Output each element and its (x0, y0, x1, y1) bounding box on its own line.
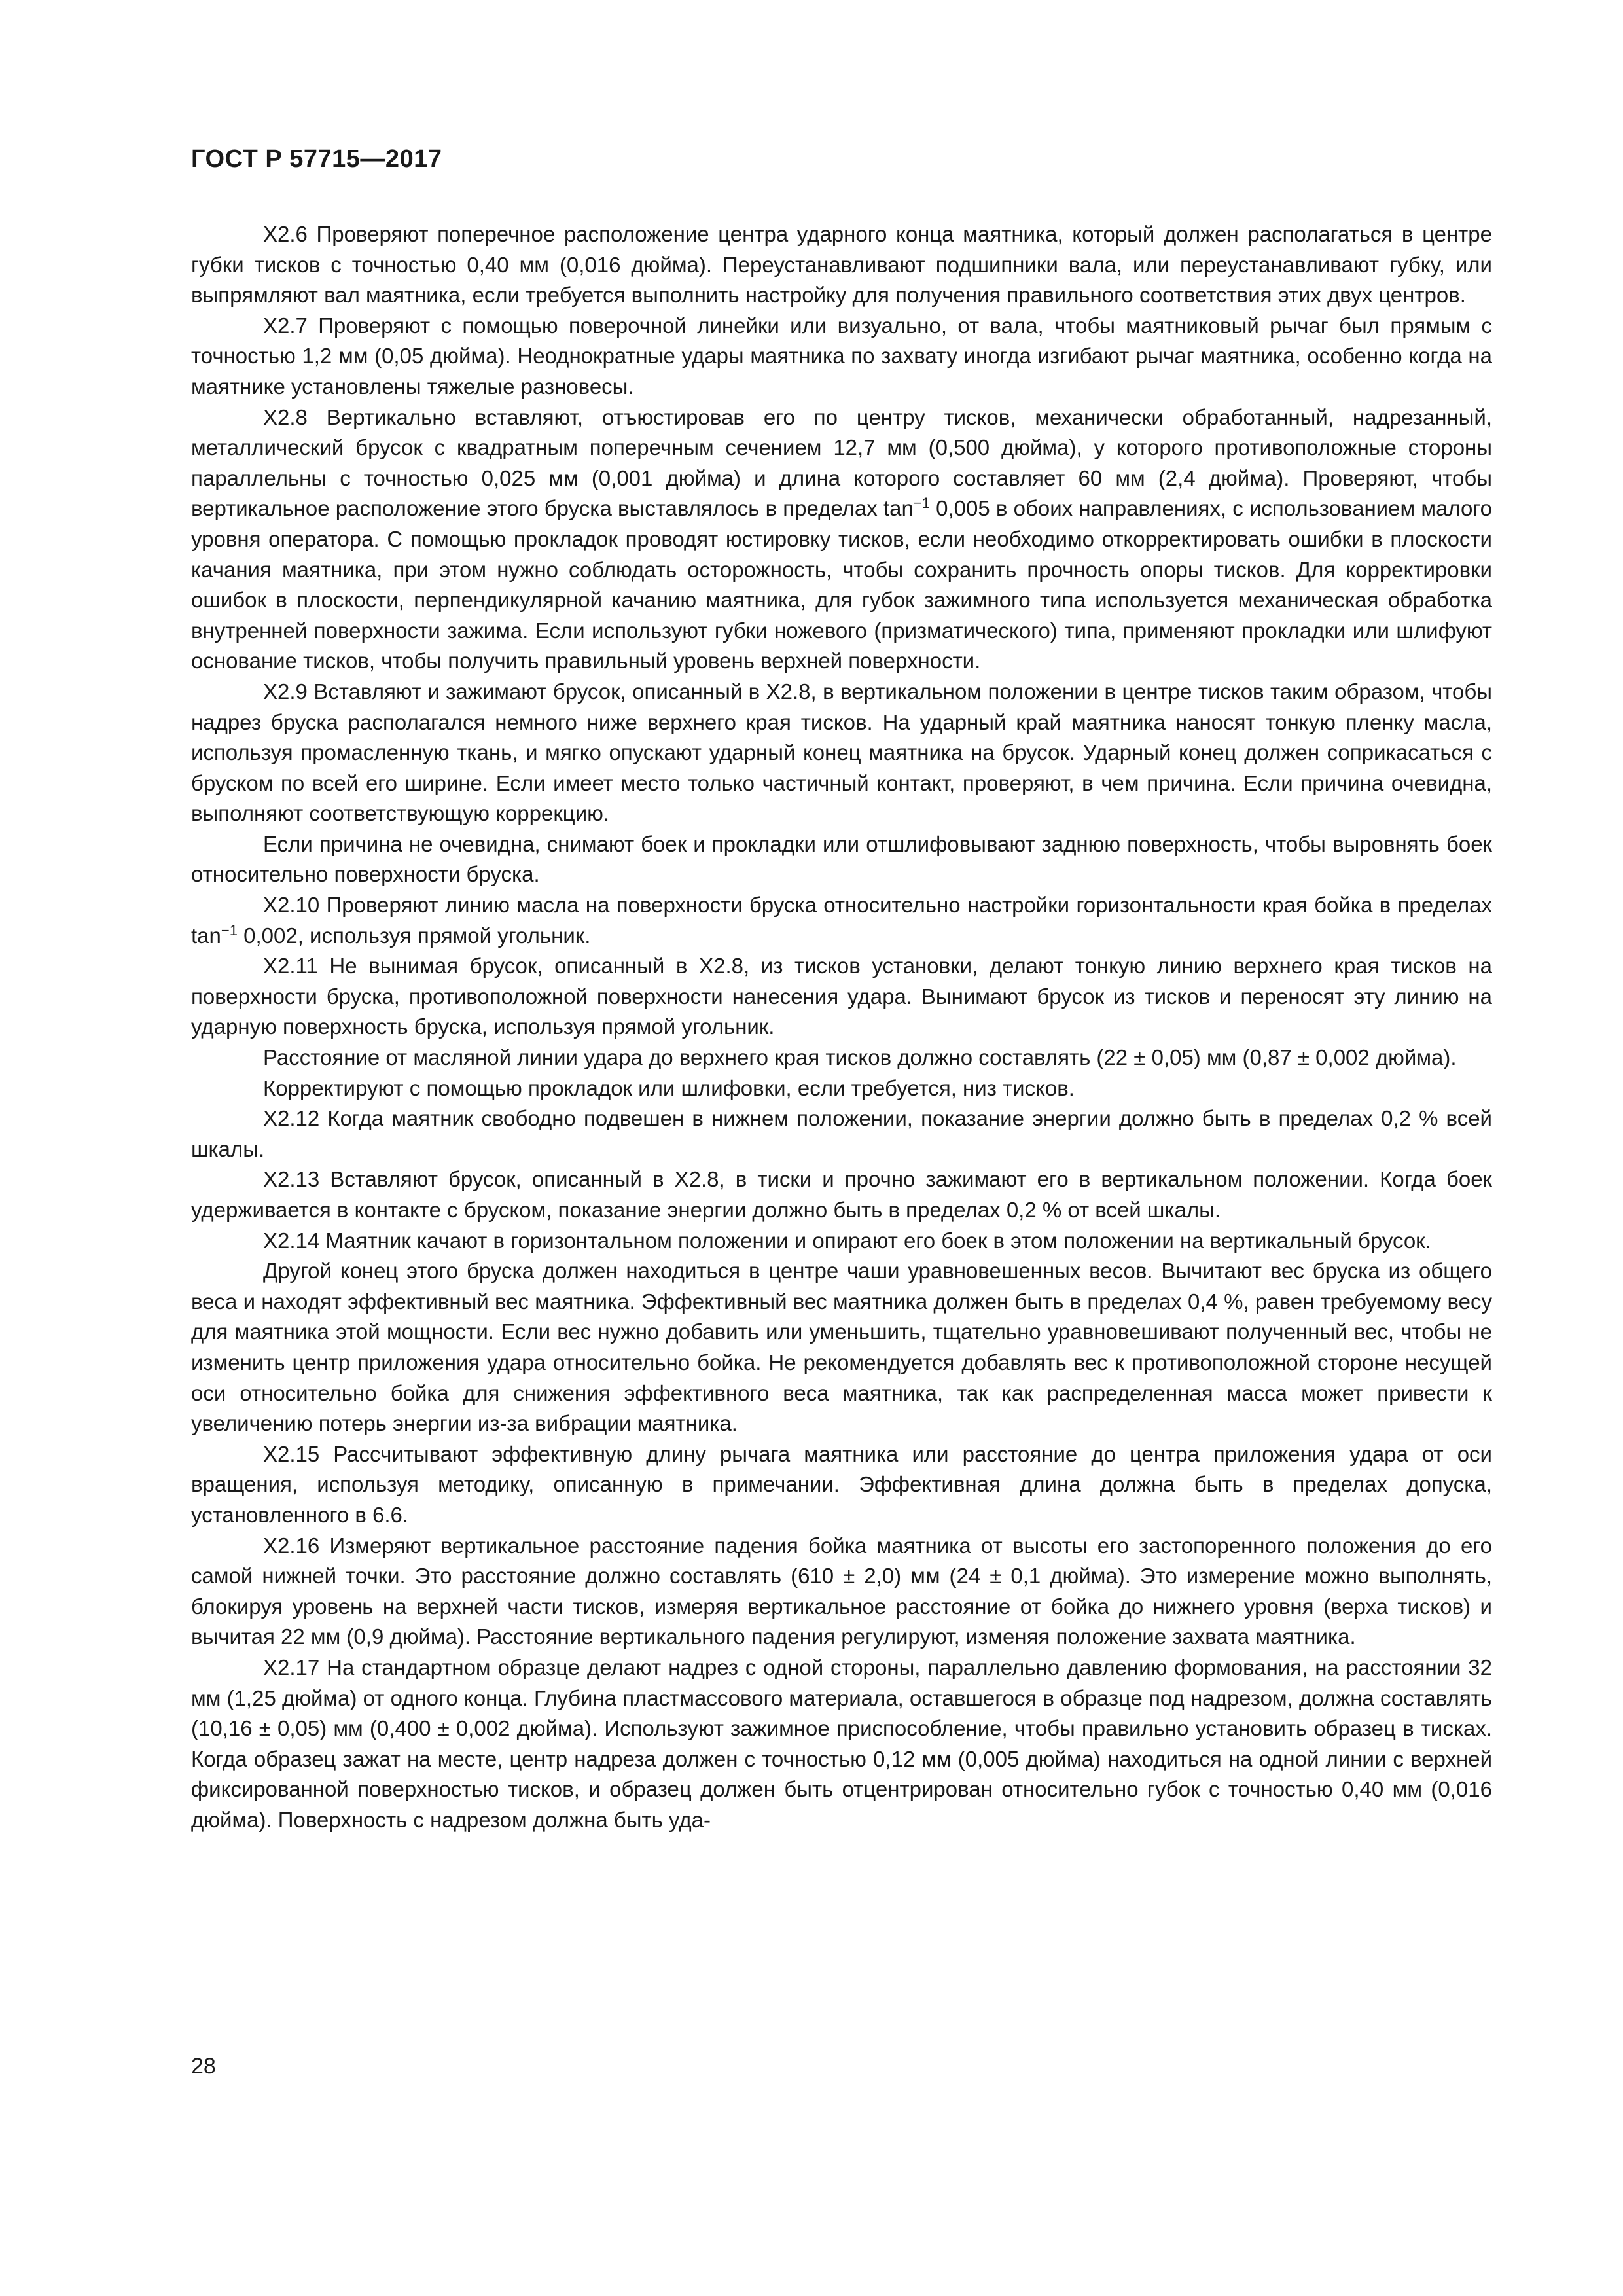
paragraph-x2-10-part1: Х2.10 Проверяют линию масла на поверхности бруска относительно настройки горизонтальности края бойка в пределах tan (191, 893, 1492, 948)
page-number: 28 (191, 2054, 216, 2079)
paragraph-x2-16: Х2.16 Измеряют вертикальное расстояние падения бойка маятника от высоты его застопоренного положения до его самой нижней точки. Это расстояние должно составлять (610 ± 2,0) мм (24 ± 0,1 дюйма). Это измерение можно выполнять, блокируя уровень на верхней части тисков, измеряя вертикальное расстояние от бойка до нижнего уровня (верха тисков) и вычитая 22 мм (0,9 дюйма). Расстояние вертикального падения регулируют, изменяя положение захвата маятника. (191, 1533, 1492, 1649)
paragraph-x2-9: Х2.9 Вставляют и зажимают брусок, описанный в Х2.8, в вертикальном положении в центре тисков таким образом, чтобы надрез бруска располагался немного ниже верхнего края тисков. На ударный край маятника наносят тонкую пленку масла, используя промасленную ткань, и мягко опускают ударный конец маятника на брусок. Ударный конец должен соприкасаться с бруском по всей его ширине. Если имеет место только частичный контакт, проверяют, в чем причина. Если причина очевидна, выполняют соответствующую коррекцию. (191, 679, 1492, 826)
paragraph-x2-8-part2: 0,005 в обоих направлениях, с использованием малого уровня оператора. С помощью прокладок проводят юстировку тисков, если необходимо откорректировать ошибки в плоскости качания маятника, при этом нужно соблюдать осторожность, чтобы сохранить прочность опоры тисков. Для корректировки ошибок в плоскости, перпендикулярной качанию маятника, для губок зажимного типа используется механическая обработка внутренней поверхности зажима. Если используют губки ножевого (призматического) типа, применяют прокладки или шлифуют основание тисков, чтобы получить правильный уровень верхней поверхности. (191, 496, 1493, 673)
standard-header: ГОСТ Р 57715—2017 (191, 145, 442, 173)
paragraph-x2-10-part2: 0,002, используя прямой угольник. (237, 923, 591, 948)
paragraph-x2-15: Х2.15 Рассчитывают эффективную длину рычага маятника или расстояние до центра приложения удара от оси вращения, используя методику, описанную в примечании. Эффективная длина должна быть в пределах допуска, установленного в 6.6. (191, 1441, 1492, 1527)
paragraph-x2-10 (191, 890, 1492, 951)
superscript-minus-one: −1 (221, 922, 238, 939)
paragraph-x2-6: Х2.6 Проверяют поперечное расположение центра ударного конца маятника, который должен располагаться в центре губки тисков с точностью 0,40 мм (0,016 дюйма). Переустанавливают подшипники вала, или переустанавливают губку, или выпрямляют вал маятника, если требуется выполнить настройку для получения правильного соответствия этих двух центров. (191, 222, 1492, 308)
body-text (191, 219, 1492, 1835)
paragraph-x2-11-correction: Корректируют с помощью прокладок или шлифовки, если требуется, низ тисков. (263, 1075, 1075, 1100)
paragraph-x2-12: Х2.12 Когда маятник свободно подвешен в нижнем положении, показание энергии должно быть в пределах 0,2 % всей шкалы. (191, 1106, 1492, 1161)
paragraph-x2-17: Х2.17 На стандартном образце делают надрез с одной стороны, параллельно давлению формования, на расстоянии 32 мм (1,25 дюйма) от одного конца. Глубина пластмассового материала, оставшегося в образце под надрезом, должна составлять (10,16 ± 0,05) мм (0,400 ± 0,002 дюйма). Используют зажимное приспособление, чтобы правильно установить образец в тисках. Когда образец зажат на месте, центр надреза должен с точностью 0,12 мм (0,005 дюйма) находиться на одной линии с верхней фиксированной поверхностью тисков, и образец должен быть отцентрирован относительно губок с точностью 0,40 мм (0,016 дюйма). Поверхность с надрезом должна быть уда- (191, 1655, 1492, 1832)
paragraph-x2-8 (191, 403, 1492, 677)
paragraph-x2-11: Х2.11 Не вынимая брусок, описанный в Х2.8, из тисков установки, делают тонкую линию верхнего края тисков на поверхности бруска, противоположной поверхности нанесения удара. Вынимают брусок из тисков и переносят эту линию на ударную поверхность бруска, используя прямой угольник. (191, 954, 1492, 1039)
paragraph-x2-9-continued: Если причина не очевидна, снимают боек и прокладки или отшлифовывают заднюю поверхность, чтобы выровнять боек относительно поверхности бруска. (191, 831, 1492, 887)
paragraph-x2-14-continued: Другой конец этого бруска должен находиться в центре чаши уравновешенных весов. Вычитают вес бруска из общего веса и находят эффективный вес маятника. Эффективный вес маятника должен быть в пределах 0,4 %, равен требуемому весу для маятника этой мощности. Если вес нужно добавить или уменьшить, тщательно уравновешивают полученный вес, чтобы не изменить центр приложения удара относительно бойка. Не рекомендуется добавлять вес к противоположной стороне несущей оси относительно бойка для снижения эффективного веса маятника, так как распределенная масса может привести к увеличению потерь энергии из-за вибрации маятника. (191, 1259, 1492, 1436)
paragraph-x2-8-part1: Х2.8 Вертикально вставляют, отъюстировав его по центру тисков, механически обработанный, надрезанный, металлический брусок с квадратным поперечным сечением 12,7 мм (0,500 дюйма), у которого противоположные стороны параллельны с точностью 0,025 мм (0,001 дюйма) и длина которого составляет 60 мм (2,4 дюйма). Проверяют, чтобы вертикальное расположение этого бруска выставлялось в пределах tan (191, 404, 1492, 521)
paragraph-x2-11-distance: Расстояние от масляной линии удара до верхнего края тисков должно составлять (22 ± 0,05) мм (0,87 ± 0,002 дюйма). (263, 1045, 1457, 1070)
superscript-minus-one: −1 (913, 495, 930, 512)
paragraph-x2-14: Х2.14 Маятник качают в горизонтальном положении и опирают его боек в этом положении на вертикальный брусок. (263, 1228, 1431, 1253)
paragraph-x2-7: Х2.7 Проверяют с помощью поверочной линейки или визуально, от вала, чтобы маятниковый рычаг был прямым с точностью 1,2 мм (0,05 дюйма). Неоднократные удары маятника по захвату иногда изгибают рычаг маятника, особенно когда на маятнике установлены тяжелые разновесы. (191, 313, 1492, 399)
paragraph-x2-13: Х2.13 Вставляют брусок, описанный в Х2.8, в тиски и прочно зажимают его в вертикальном положении. Когда боек удерживается в контакте с бруском, показание энергии должно быть в пределах 0,2 % от всей шкалы. (191, 1167, 1492, 1222)
